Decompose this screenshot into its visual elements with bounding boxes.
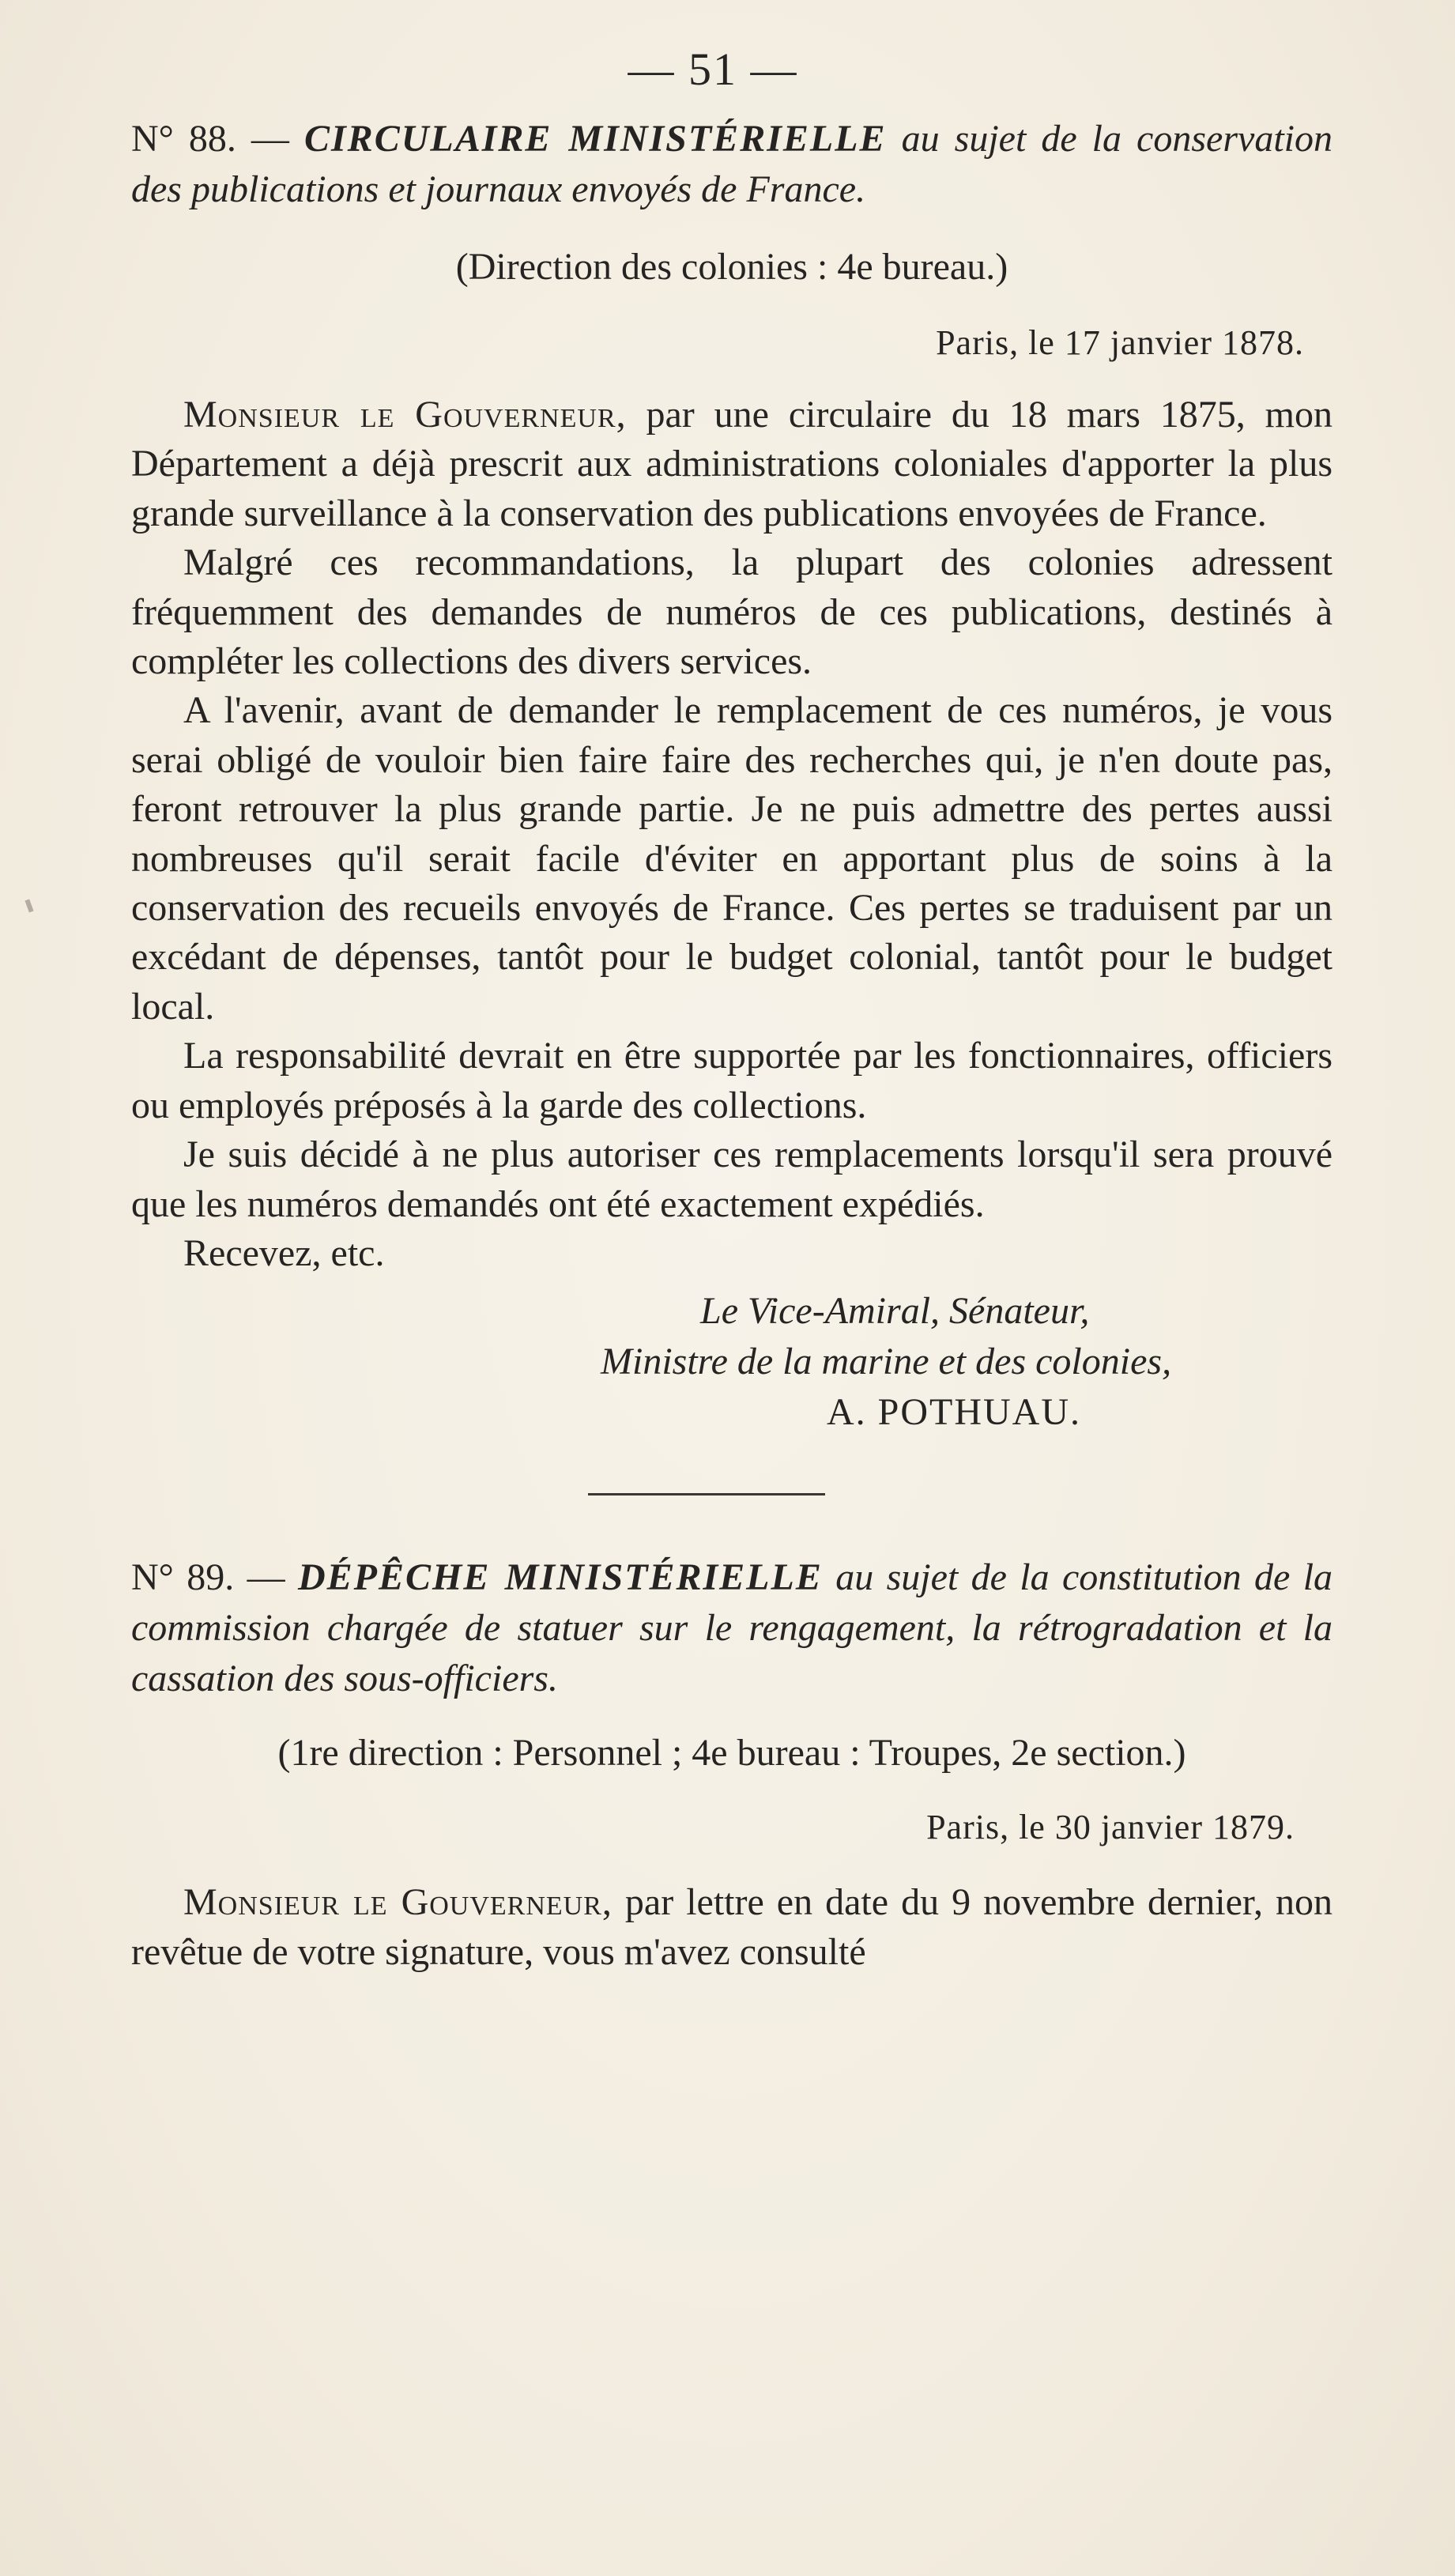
doc89-body: [131, 1878, 1332, 1977]
doc88-paragraph-3: A l'avenir, avant de demander le remplacement de ces numéros, je vous serai obligé de vouloir bien faire faire des recherches qui, je n'en doute pas, feront retrouver la plus grande partie. Je ne puis admettre des pertes aussi nombreuses qu'il serait facile d'éviter en apportant plus de soins à la conservation des recueils envoyés de France. Ces pertes se traduisent par un excédant de dépenses, tantôt pour le budget colonial, tantôt pour le budget local.: [131, 689, 1332, 1028]
section-divider: [588, 1493, 825, 1495]
doc89-heading: [131, 1552, 1332, 1704]
margin-mark: [25, 899, 33, 912]
doc89-paragraph-1-text: par lettre en date du 9 novembre dernier, non revêtue de votre signature, vous m'avez consulté: [131, 1881, 1333, 1973]
doc88-signature: [131, 1286, 1332, 1438]
doc88-subject: au sujet de la conservation des publications et journaux envoyés de France.: [131, 118, 1333, 210]
doc88-body: [131, 390, 1332, 1278]
doc88-dateline: Paris, le 17 janvier 1878.: [936, 323, 1304, 362]
doc89-subject: au sujet de la constitution de la commission chargée de statuer sur le rengagement, la rétrogradation et la cassation des sous-officiers.: [131, 1556, 1333, 1700]
page-content: [131, 40, 1332, 1977]
page-number: — 51 —: [628, 43, 798, 95]
doc88-number: N° 88. —: [131, 118, 289, 160]
doc89-title: DÉPÊCHE MINISTÉRIELLE: [297, 1556, 823, 1599]
doc88-paragraph-6: Recevez, etc.: [183, 1231, 385, 1274]
doc89-dateline: Paris, le 30 janvier 1879.: [926, 1808, 1295, 1847]
doc89-salutation: Monsieur le Gouverneur,: [183, 1881, 613, 1924]
doc88-salutation: Monsieur le Gouverneur,: [183, 394, 627, 436]
doc88-paragraph-1: [131, 390, 1332, 538]
doc89-paragraph-1: [131, 1878, 1332, 1977]
signature-title-line: Le Vice-Amiral, Sénateur,: [700, 1290, 1090, 1333]
signature-office-line: Ministre de la marine et des colonies,: [601, 1341, 1172, 1383]
doc88-paragraph-1-text: par une circulaire du 18 mars 1875, mon Département a déjà prescrit aux administrations coloniales d'apporter la plus grande surveillance à la conservation des publications envoyées de France.: [131, 394, 1332, 534]
doc89-direction: (1re direction : Personnel ; 4e bureau : Troupes, 2e section.): [277, 1732, 1186, 1775]
doc89-number: N° 89. —: [131, 1556, 285, 1599]
doc88-paragraph-5: Je suis décidé à ne plus autoriser ces remplacements lorsqu'il sera prouvé que les numéros demandés ont été exactement expédiés.: [131, 1133, 1332, 1225]
doc88-paragraph-2: Malgré ces recommandations, la plupart des colonies adressent fréquemment des demandes de numéros de ces publications, destinés à compléter les collections des divers services.: [131, 541, 1332, 683]
doc88-paragraph-4: La responsabilité devrait en être supportée par les fonctionnaires, officiers ou employés préposés à la garde des collections.: [131, 1035, 1332, 1126]
doc88-heading: [131, 114, 1332, 215]
doc88-direction: (Direction des colonies : 4e bureau.): [455, 246, 1008, 288]
signature-name: A. POTHUAU.: [827, 1391, 1081, 1434]
doc88-title: CIRCULAIRE MINISTÉRIELLE: [303, 118, 887, 160]
